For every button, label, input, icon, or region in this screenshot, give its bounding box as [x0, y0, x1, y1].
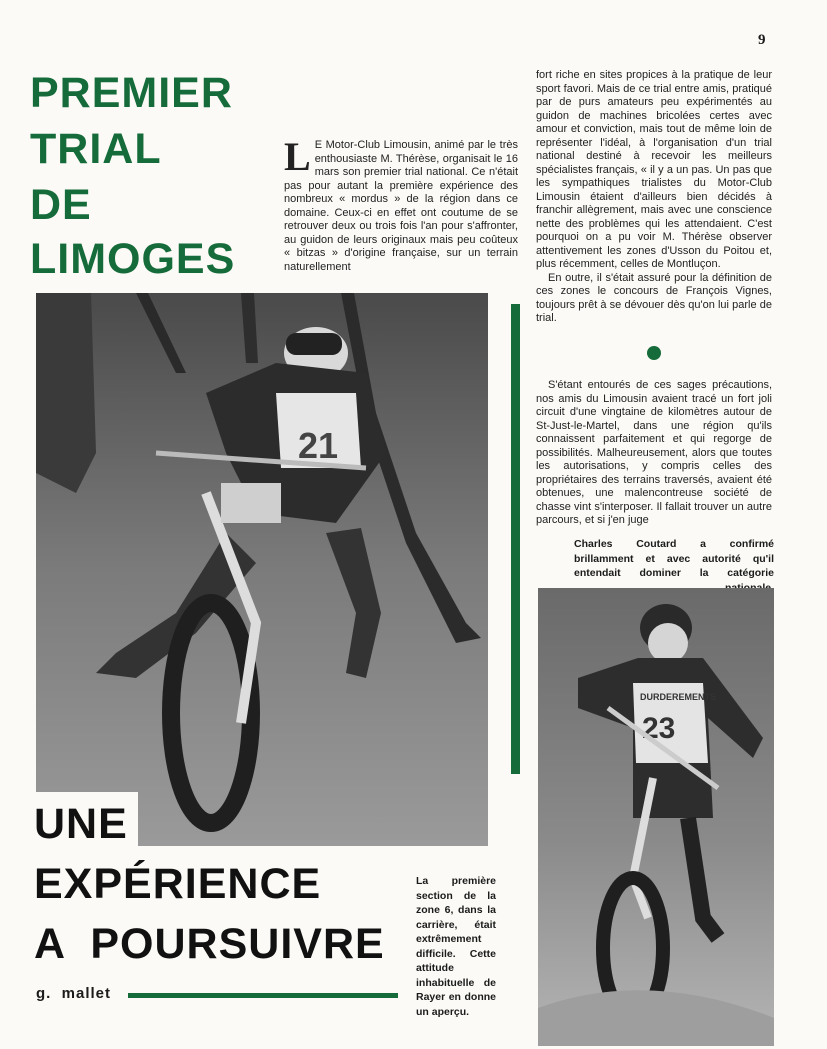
drop-cap: L	[284, 134, 311, 179]
page-number: 9	[758, 32, 766, 48]
column2-paragraph-3: S'étant entourés de ces sages précautions, nos amis du Limousin avaient tracé un fort joli circuit d'une vingtaine de kilomètres autour de St-Just-le-Martel, dans une région qu'ils connaissent parfaitement et qui regorge de possibilités. Malheureusement, alors que toutes les autorisations, y compris celles des propriétaires des terrains traversés, avaient été obtenues, une malencontreuse société de chasse vint s'interposer. Il fallait trouver un autre parcours, et si j'en juge	[536, 379, 772, 526]
column2-paragraph-1: fort riche en sites propices à la pratique de leur sport favori. Mais de ce trial entre amis, pratiqué par de purs amateurs peu expérimentés au guidon de machines bricolées certes avec amour et conviction, mais tout de même loin de représenter l'idéal, à l'organisation d'un trial national destiné à recevoir les meilleurs spécialistes français, « il y a un pas. Un pas que les sympathiques trialistes du Motor-Club Limousin étaient d'ailleurs bien décidés à franchir allègrement, mais avec une conscience nette des problèmes qui les attendaient. C'est pourquoi on a pu voir M. Thérèse observer attentivement les zones d'Usson du Poitou et, plus récemment, celles de Montluçon.	[536, 69, 772, 270]
coutard-caption: Charles Coutard a confirmé brillamment et avec autorité qu'il entendait dominer la catégorie	[574, 538, 774, 579]
vertical-rule	[511, 304, 520, 774]
main-photo-bib: 21	[298, 425, 339, 466]
article-intro	[284, 134, 518, 274]
small-photo-jersey: DURDEREMENTS	[640, 692, 717, 702]
section-dot-icon	[647, 346, 661, 360]
small-photo	[538, 588, 774, 1046]
author: g. mallet	[36, 985, 112, 1002]
article-column-2b	[536, 379, 772, 528]
title-line-3: DE	[30, 181, 92, 229]
zone6-caption: La première section de la zone 6, dans la carrière, était extrêmement difficile. Cette attitude inhabituelle de Rayer en donne un aperçu.	[416, 875, 496, 1018]
main-photo	[36, 293, 488, 846]
article-column-2	[536, 69, 772, 326]
headline-line-2: EXPÉRIENCE	[34, 860, 322, 908]
small-photo-bib: 23	[642, 712, 676, 745]
column2-paragraph-2: En outre, il s'était assuré pour la définition de ces zones le concours de François Vignes, toujours prêt à se dévouer dès qu'on lui parle de trial.	[536, 271, 772, 324]
headline-line-3: A POURSUIVRE	[34, 920, 385, 968]
author-rule	[128, 993, 398, 998]
intro-text: E Motor-Club Limousin, animé par le très enthousiaste M. Thérèse, organisait le 16 mars son premier trial national. Ce n'était pas pour autant la première expérience des nombreux « mordus » de la région dans ce domaine. Ceux-ci en effet ont coutume de se retrouver deux ou trois fois l'an pour s'affronter, au guidon de leurs originaux mais peu coûteux « bitzas » d'origine française, sur un terrain naturellement	[284, 139, 518, 273]
title-line-2: TRIAL	[30, 125, 162, 173]
headline-line-1: UNE	[34, 800, 128, 848]
title-line-1: PREMIER	[30, 69, 233, 117]
title-line-4: LIMOGES	[30, 235, 236, 283]
